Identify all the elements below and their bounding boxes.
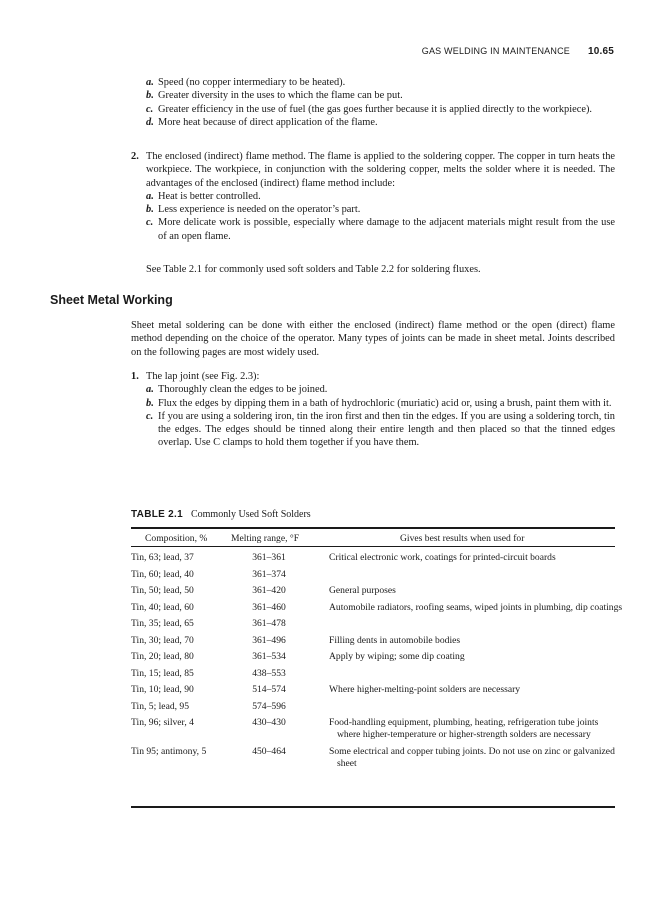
- list-marker: b.: [146, 397, 154, 409]
- cell-melting-range: 361–420: [252, 585, 286, 596]
- cell-melting-range: 450–464: [252, 745, 286, 757]
- list-item: [146, 397, 615, 410]
- table-row: [131, 601, 623, 614]
- numbered-item: [131, 370, 615, 450]
- cell-melting-range: 361–534: [252, 651, 286, 662]
- list-item-text: More delicate work is possible, especially where damage to the adjacent materials might result from the use of an open flame.: [158, 217, 615, 242]
- running-head-title: GAS WELDING IN MAINTENANCE: [421, 46, 570, 56]
- cell-uses: Some electrical and copper tubing joints. Do not use on zinc or galvanized sheet: [329, 745, 615, 769]
- cell-composition: Tin, 10; lead, 90: [131, 684, 194, 695]
- table-header-uses: Gives best results when used for: [400, 533, 525, 544]
- list-item: [146, 103, 615, 116]
- table-top-rule: [131, 527, 615, 529]
- cell-melting-range: 361–478: [252, 618, 286, 629]
- list-item: [146, 89, 615, 102]
- cell-uses: Automobile radiators, roofing seams, wiped joints in plumbing, dip coatings: [329, 601, 623, 613]
- page-number: 10.65: [587, 46, 614, 57]
- cell-melting-range: 430–430: [252, 717, 286, 728]
- list-marker: d.: [146, 116, 154, 128]
- cell-composition: Tin, 40; lead, 60: [131, 601, 194, 613]
- list-item: [146, 410, 615, 450]
- numbered-item-text: The lap joint (see Fig. 2.3):: [146, 371, 260, 382]
- list-item-text: If you are using a soldering iron, tin the iron first and then tin the edges. If you are using a soldering torch, tin the edges. The edges should be tinned along their entire length and then placed so that the tinned edges overlap. Use C clamps to hold them together if you have them.: [158, 410, 615, 449]
- cell-composition: Tin, 96; silver, 4: [131, 717, 194, 728]
- table-header-rule: [131, 546, 615, 547]
- cell-melting-range: 438–553: [252, 667, 286, 679]
- table-row: [131, 701, 615, 713]
- cell-uses: [329, 668, 623, 680]
- table-row: [131, 569, 615, 581]
- cell-melting-range: 361–361: [252, 552, 286, 563]
- cell-uses: Where higher-melting-point solders are necessary: [329, 684, 521, 695]
- cell-melting-range: 514–574: [252, 684, 286, 695]
- list-item-text: Flux the edges by dipping them in a bath of hydrochloric (muriatic) acid or, using a brush, paint them with it.: [158, 397, 612, 409]
- see-tables-note: See Table 2.1 for commonly used soft solders and Table 2.2 for soldering fluxes.: [146, 264, 481, 275]
- list-item-text: Greater diversity in the uses to which the flame can be put.: [158, 90, 403, 102]
- numbered-marker: 2.: [131, 151, 139, 162]
- list-item: [146, 116, 615, 129]
- table-body: [131, 552, 623, 774]
- numbered-item-text: The enclosed (indirect) flame method. The flame is applied to the soldering copper. The copper in turn heats the workpiece. The workpiece, in conjunction with the soldering copper, melts the solder where it is needed. The advantages of the enclosed (indirect) flame method include:: [146, 151, 615, 189]
- cell-uses: [329, 569, 623, 581]
- cell-uses: [329, 701, 623, 713]
- list-item-text: More heat because of direct application of the flame.: [158, 116, 378, 128]
- list-marker: a.: [146, 384, 154, 396]
- list-item-text: Greater efficiency in the use of fuel (the gas goes further because it is applied directly to the workpiece).: [158, 103, 593, 115]
- lap-joint-block: [131, 370, 615, 450]
- list-marker: a.: [146, 77, 154, 88]
- list-item-text: Heat is better controlled.: [158, 190, 261, 202]
- cell-composition: Tin, 30; lead, 70: [131, 634, 194, 646]
- body-paragraph: Sheet metal soldering can be done with either the enclosed (indirect) flame method or the open (direct) flame method depending on the choice of the operator. Many types of joints can be made in sheet metal. Joints described on the following pages are most widely used.: [131, 320, 615, 358]
- table-row: [131, 585, 615, 597]
- running-head: [0, 46, 614, 57]
- table-header-composition: Composition, %: [145, 533, 208, 544]
- table-bottom-rule: [131, 806, 615, 808]
- table-row: [131, 684, 615, 696]
- cell-composition: Tin, 15; lead, 85: [131, 667, 194, 679]
- cell-melting-range: 361–460: [252, 601, 286, 613]
- table-caption: [131, 509, 311, 520]
- list-item: [146, 190, 615, 203]
- cell-composition: Tin, 63; lead, 37: [131, 552, 194, 563]
- table-row: [131, 668, 615, 680]
- cell-uses: General purposes: [329, 585, 396, 596]
- list-item-text: Speed (no copper intermediary to be heated).: [158, 77, 346, 88]
- list-marker: c.: [146, 103, 154, 115]
- cell-composition: Tin, 60; lead, 40: [131, 568, 194, 580]
- numbered-item: [131, 150, 615, 243]
- cell-composition: Tin, 35; lead, 65: [131, 618, 194, 629]
- cell-composition: Tin, 5; lead, 95: [131, 700, 190, 712]
- table-row: [131, 618, 615, 630]
- cell-composition: Tin, 50; lead, 50: [131, 585, 194, 596]
- table-row: [131, 717, 615, 741]
- cell-uses: Critical electronic work, coatings for printed-circuit boards: [329, 552, 556, 563]
- list-marker: b.: [146, 204, 154, 216]
- list-marker: c.: [146, 217, 154, 229]
- list-item: [146, 203, 615, 216]
- cell-uses: Apply by wiping; some dip coating: [329, 651, 465, 662]
- cell-uses: [329, 618, 623, 630]
- table-row: [131, 552, 615, 564]
- list-item-text: Thoroughly clean the edges to be joined.: [158, 384, 328, 396]
- table-row: [131, 651, 615, 663]
- cell-melting-range: 361–374: [252, 568, 286, 580]
- section-title: Sheet Metal Working: [50, 293, 173, 307]
- list-item-text: Less experience is needed on the operator’s part.: [158, 204, 361, 216]
- list-marker: a.: [146, 190, 154, 202]
- list-marker: c.: [146, 410, 154, 422]
- cell-composition: Tin, 20; lead, 80: [131, 651, 194, 662]
- cell-uses: Food-handling equipment, plumbing, heating, refrigeration tube joints where higher-temperature or higher-strength solders are necessary: [329, 717, 599, 740]
- table-label: TABLE 2.1: [131, 509, 183, 520]
- list-marker: b.: [146, 90, 154, 102]
- cell-melting-range: 361–496: [252, 634, 286, 646]
- cell-melting-range: 574–596: [252, 700, 286, 712]
- table-header-melting-range: Melting range, °F: [231, 533, 300, 544]
- table-row: [131, 635, 615, 647]
- cell-composition: Tin 95; antimony, 5: [131, 745, 207, 757]
- list-item: [146, 76, 615, 89]
- enclosed-method-block: [131, 150, 615, 243]
- open-flame-advantages-list: [146, 76, 615, 129]
- table-row: [131, 746, 615, 770]
- table-caption-text: Commonly Used Soft Solders: [190, 509, 311, 520]
- numbered-marker: 1.: [131, 371, 139, 382]
- cell-uses: Filling dents in automobile bodies: [329, 634, 461, 646]
- list-item: [146, 216, 615, 243]
- list-item: [146, 383, 615, 396]
